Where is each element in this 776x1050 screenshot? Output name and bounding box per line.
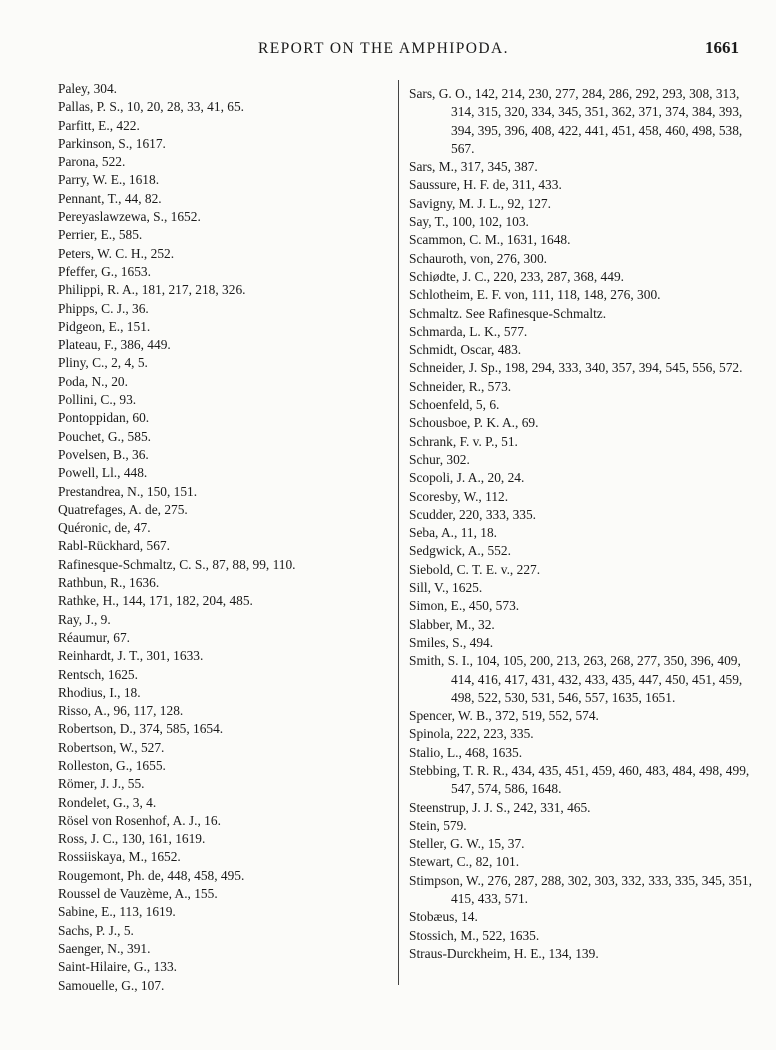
page-number: 1661 bbox=[705, 38, 739, 57]
index-entry bbox=[58, 80, 388, 98]
index-entry-text: Sachs, P. J., 5. bbox=[58, 922, 134, 938]
index-entry-text: Sars, M., 317, 345, 387. bbox=[409, 159, 538, 175]
index-entry-text: Sill, V., 1625. bbox=[409, 580, 483, 596]
index-entry-text: Roussel de Vauzème, A., 155. bbox=[58, 886, 218, 902]
index-entry-text: Smiles, S., 494. bbox=[409, 634, 494, 650]
index-entry-text: Saint-Hilaire, G., 133. bbox=[58, 959, 178, 975]
index-entry-text: Rathke, H., 144, 171, 182, 204, 485. bbox=[58, 593, 253, 609]
index-entry bbox=[409, 853, 754, 871]
index-entry-text: Pontoppidan, 60. bbox=[58, 410, 150, 426]
column-divider bbox=[398, 80, 399, 985]
index-entry-text: Rösel von Rosenhof, A. J., 16. bbox=[58, 812, 221, 828]
index-entry bbox=[58, 373, 388, 391]
index-entry bbox=[58, 885, 388, 903]
index-entry bbox=[58, 263, 388, 281]
index-entry bbox=[58, 537, 388, 555]
index-entry-text: Schmarda, L. K., 577. bbox=[409, 323, 528, 339]
index-entry-text: Samouelle, G., 107. bbox=[58, 977, 165, 993]
index-entry bbox=[409, 250, 754, 268]
index-entry-text: Pennant, T., 44, 82. bbox=[58, 190, 162, 206]
index-entry-text: Quéronic, de, 47. bbox=[58, 520, 151, 536]
index-entry bbox=[58, 98, 388, 116]
index-entry bbox=[409, 488, 754, 506]
index-entry bbox=[58, 354, 388, 372]
index-entry bbox=[409, 378, 754, 396]
index-entry bbox=[58, 702, 388, 720]
index-entry bbox=[58, 574, 388, 592]
index-entry bbox=[409, 762, 754, 799]
index-entry bbox=[58, 519, 388, 537]
index-entry-text: Rougemont, Ph. de, 448, 458, 495. bbox=[58, 867, 245, 883]
index-entry-text: Ray, J., 9. bbox=[58, 611, 111, 627]
index-entry-text: Stein, 579. bbox=[409, 817, 467, 833]
index-entry bbox=[409, 707, 754, 725]
index-entry bbox=[58, 171, 388, 189]
index-entry-text: Schneider, R., 573. bbox=[409, 378, 512, 394]
index-entry-text: Plateau, F., 386, 449. bbox=[58, 337, 171, 353]
index-entry bbox=[409, 616, 754, 634]
index-entry-text: Saenger, N., 391. bbox=[58, 940, 151, 956]
index-entry-text: Parry, W. E., 1618. bbox=[58, 172, 160, 188]
index-entry bbox=[409, 524, 754, 542]
index-entry-text: Stebbing, T. R. R., 434, 435, 451, 459, 460, 483, 484, 498, 499, 547, 574, 586, 1648. bbox=[409, 762, 750, 797]
index-entry bbox=[409, 469, 754, 487]
index-entry-text: Pallas, P. S., 10, 20, 28, 33, 41, 65. bbox=[58, 99, 244, 115]
index-entry-text: Scoresby, W., 112. bbox=[409, 488, 509, 504]
index-entry bbox=[58, 428, 388, 446]
index-entry-text: Rentsch, 1625. bbox=[58, 666, 138, 682]
index-entry-text: Parkinson, S., 1617. bbox=[58, 135, 166, 151]
index-entry-text: Rhodius, I., 18. bbox=[58, 684, 141, 700]
index-entry-text: Stossich, M., 522, 1635. bbox=[409, 927, 540, 943]
index-column-right bbox=[409, 85, 754, 963]
index-entry-text: Stewart, C., 82, 101. bbox=[409, 854, 520, 870]
index-entry bbox=[409, 872, 754, 909]
index-entry-text: Steller, G. W., 15, 37. bbox=[409, 836, 525, 852]
index-entry-text: Stobæus, 14. bbox=[409, 909, 478, 925]
index-entry-text: Scammon, C. M., 1631, 1648. bbox=[409, 232, 571, 248]
index-entry bbox=[58, 135, 388, 153]
index-entry-text: Seba, A., 11, 18. bbox=[409, 525, 498, 541]
index-entry-text: Pollini, C., 93. bbox=[58, 392, 137, 408]
index-entry bbox=[409, 817, 754, 835]
index-entry-text: Risso, A., 96, 117, 128. bbox=[58, 703, 184, 719]
index-entry bbox=[58, 666, 388, 684]
index-entry bbox=[409, 341, 754, 359]
index-entry-text: Parfitt, E., 422. bbox=[58, 117, 140, 133]
index-entry-text: Scudder, 220, 333, 335. bbox=[409, 506, 537, 522]
index-entry-text: Schur, 302. bbox=[409, 451, 470, 467]
index-entry-text: Pfeffer, G., 1653. bbox=[58, 263, 151, 279]
index-entry bbox=[409, 323, 754, 341]
index-entry bbox=[58, 830, 388, 848]
index-entry bbox=[58, 556, 388, 574]
index-entry bbox=[58, 720, 388, 738]
index-entry-text: Phipps, C. J., 36. bbox=[58, 300, 149, 316]
index-entry bbox=[58, 812, 388, 830]
index-entry bbox=[58, 190, 388, 208]
index-entry bbox=[58, 300, 388, 318]
index-entry-text: Sars, G. O., 142, 214, 230, 277, 284, 286, 292, 293, 308, 313, 314, 315, 320, 334, 345, 351, 362, 371, 374, 384, 393, 394, 395, 396, 408, 422, 441, 451, 458, 460, 498, 538, 567. bbox=[409, 86, 743, 156]
index-entry-text: Schauroth, von, 276, 300. bbox=[409, 250, 547, 266]
index-entry-text: Parona, 522. bbox=[58, 154, 126, 170]
index-entry bbox=[58, 409, 388, 427]
index-entry bbox=[409, 359, 754, 377]
index-entry bbox=[58, 318, 388, 336]
index-entry-text: Schmidt, Oscar, 483. bbox=[409, 342, 522, 358]
index-entry bbox=[409, 286, 754, 304]
index-entry-text: Schlotheim, E. F. von, 111, 118, 148, 276, 300. bbox=[409, 287, 661, 303]
index-entry bbox=[58, 903, 388, 921]
index-entry-text: Réaumur, 67. bbox=[58, 629, 130, 645]
index-entry bbox=[58, 611, 388, 629]
index-entry bbox=[409, 799, 754, 817]
index-entry-text: Prestandrea, N., 150, 151. bbox=[58, 483, 198, 499]
index-entry bbox=[409, 634, 754, 652]
index-entry bbox=[58, 757, 388, 775]
index-entry bbox=[58, 958, 388, 976]
index-entry bbox=[409, 231, 754, 249]
index-entry-text: Savigny, M. J. L., 92, 127. bbox=[409, 195, 551, 211]
index-entry bbox=[58, 848, 388, 866]
index-entry bbox=[409, 176, 754, 194]
index-entry-text: Ross, J. C., 130, 161, 1619. bbox=[58, 831, 206, 847]
index-entry-text: Slabber, M., 32. bbox=[409, 616, 495, 632]
index-entry bbox=[58, 867, 388, 885]
index-entry-text: Schoenfeld, 5, 6. bbox=[409, 397, 500, 413]
index-entry bbox=[409, 268, 754, 286]
index-entry bbox=[58, 226, 388, 244]
index-entry bbox=[58, 739, 388, 757]
index-entry bbox=[58, 647, 388, 665]
index-entry-text: Rafinesque-Schmaltz, C. S., 87, 88, 99, 110. bbox=[58, 556, 296, 572]
index-entry bbox=[58, 940, 388, 958]
index-entry-text: Quatrefages, A. de, 275. bbox=[58, 501, 188, 517]
index-entry bbox=[58, 464, 388, 482]
index-entry bbox=[58, 208, 388, 226]
index-entry-text: Schmaltz. See Rafinesque-Schmaltz. bbox=[409, 305, 607, 321]
index-entry bbox=[409, 927, 754, 945]
index-entry bbox=[409, 506, 754, 524]
index-entry bbox=[409, 652, 754, 707]
index-entry bbox=[58, 153, 388, 171]
index-entry-text: Stalio, L., 468, 1635. bbox=[409, 744, 523, 760]
index-entry-text: Rossiiskaya, M., 1652. bbox=[58, 849, 181, 865]
index-entry bbox=[58, 483, 388, 501]
index-entry bbox=[58, 629, 388, 647]
index-entry-text: Reinhardt, J. T., 301, 1633. bbox=[58, 648, 204, 664]
index-entry bbox=[409, 744, 754, 762]
index-entry-text: Poda, N., 20. bbox=[58, 373, 128, 389]
index-entry-text: Rondelet, G., 3, 4. bbox=[58, 794, 157, 810]
index-entry-text: Perrier, E., 585. bbox=[58, 227, 143, 243]
index-entry-text: Robertson, D., 374, 585, 1654. bbox=[58, 721, 224, 737]
index-entry-text: Pidgeon, E., 151. bbox=[58, 318, 151, 334]
index-entry bbox=[409, 561, 754, 579]
index-entry bbox=[58, 501, 388, 519]
index-entry bbox=[409, 195, 754, 213]
index-entry-text: Stimpson, W., 276, 287, 288, 302, 303, 332, 333, 335, 345, 351, 415, 433, 571. bbox=[409, 872, 752, 907]
page-header bbox=[0, 38, 776, 66]
index-entry-text: Rabl-Rückhard, 567. bbox=[58, 538, 170, 554]
index-entry bbox=[409, 305, 754, 323]
index-entry bbox=[58, 336, 388, 354]
index-entry-text: Steenstrup, J. J. S., 242, 331, 465. bbox=[409, 799, 591, 815]
index-entry-text: Schneider, J. Sp., 198, 294, 333, 340, 357, 394, 545, 556, 572. bbox=[409, 360, 743, 376]
index-entry bbox=[409, 451, 754, 469]
index-entry bbox=[409, 542, 754, 560]
index-entry-text: Straus-Durckheim, H. E., 134, 139. bbox=[409, 945, 599, 961]
index-entry bbox=[58, 117, 388, 135]
index-entry bbox=[58, 775, 388, 793]
index-entry-text: Pouchet, G., 585. bbox=[58, 428, 151, 444]
index-entry bbox=[409, 835, 754, 853]
index-entry bbox=[409, 213, 754, 231]
index-column-left bbox=[58, 80, 388, 995]
index-entry-text: Sabine, E., 113, 1619. bbox=[58, 904, 176, 920]
index-entry bbox=[409, 158, 754, 176]
index-entry bbox=[409, 396, 754, 414]
index-entry bbox=[409, 725, 754, 743]
index-entry-text: Rolleston, G., 1655. bbox=[58, 757, 166, 773]
index-entry bbox=[409, 414, 754, 432]
index-entry bbox=[58, 446, 388, 464]
index-entry bbox=[58, 684, 388, 702]
index-entry bbox=[58, 245, 388, 263]
index-entry-text: Saussure, H. F. de, 311, 433. bbox=[409, 177, 562, 193]
index-entry-text: Powell, Ll., 448. bbox=[58, 465, 148, 481]
index-entry-text: Philippi, R. A., 181, 217, 218, 326. bbox=[58, 282, 246, 298]
index-entry-text: Schrank, F. v. P., 51. bbox=[409, 433, 518, 449]
index-entry-text: Say, T., 100, 102, 103. bbox=[409, 214, 529, 230]
index-entry bbox=[409, 579, 754, 597]
index-entry-text: Spinola, 222, 223, 335. bbox=[409, 726, 534, 742]
index-entry bbox=[409, 433, 754, 451]
index-entry-text: Paley, 304. bbox=[58, 81, 118, 96]
index-entry-text: Schousboe, P. K. A., 69. bbox=[409, 415, 539, 431]
index-entry bbox=[409, 85, 754, 158]
index-entry bbox=[58, 922, 388, 940]
index-entry bbox=[58, 794, 388, 812]
running-title: REPORT ON THE AMPHIPODA. bbox=[258, 40, 509, 57]
index-entry-text: Siebold, C. T. E. v., 227. bbox=[409, 561, 541, 577]
index-entry-text: Simon, E., 450, 573. bbox=[409, 598, 520, 614]
index-entry-text: Spencer, W. B., 372, 519, 552, 574. bbox=[409, 708, 599, 724]
index-entry bbox=[58, 977, 388, 995]
index-entry-text: Pereyaslawzewa, S., 1652. bbox=[58, 209, 201, 225]
index-entry bbox=[409, 597, 754, 615]
index-entry-text: Pliny, C., 2, 4, 5. bbox=[58, 355, 148, 371]
index-entry-text: Robertson, W., 527. bbox=[58, 739, 165, 755]
index-entry-text: Sedgwick, A., 552. bbox=[409, 543, 511, 559]
index-entry-text: Römer, J. J., 55. bbox=[58, 776, 145, 792]
index-entry bbox=[409, 908, 754, 926]
index-entry bbox=[58, 391, 388, 409]
index-entry bbox=[58, 592, 388, 610]
index-entry bbox=[58, 281, 388, 299]
index-entry-text: Scopoli, J. A., 20, 24. bbox=[409, 470, 525, 486]
index-entry-text: Smith, S. I., 104, 105, 200, 213, 263, 268, 277, 350, 396, 409, 414, 416, 417, 431, 432, 433, 435, 447, 450, 451, 459, 498, 522, 530, 531, 546, 557, 1635, 1651. bbox=[409, 653, 743, 705]
index-entry-text: Povelsen, B., 36. bbox=[58, 446, 149, 462]
index-entry bbox=[409, 945, 754, 963]
index-entry-text: Rathbun, R., 1636. bbox=[58, 575, 160, 591]
index-entry-text: Schiødte, J. C., 220, 233, 287, 368, 449. bbox=[409, 268, 624, 284]
index-entry-text: Peters, W. C. H., 252. bbox=[58, 245, 175, 261]
